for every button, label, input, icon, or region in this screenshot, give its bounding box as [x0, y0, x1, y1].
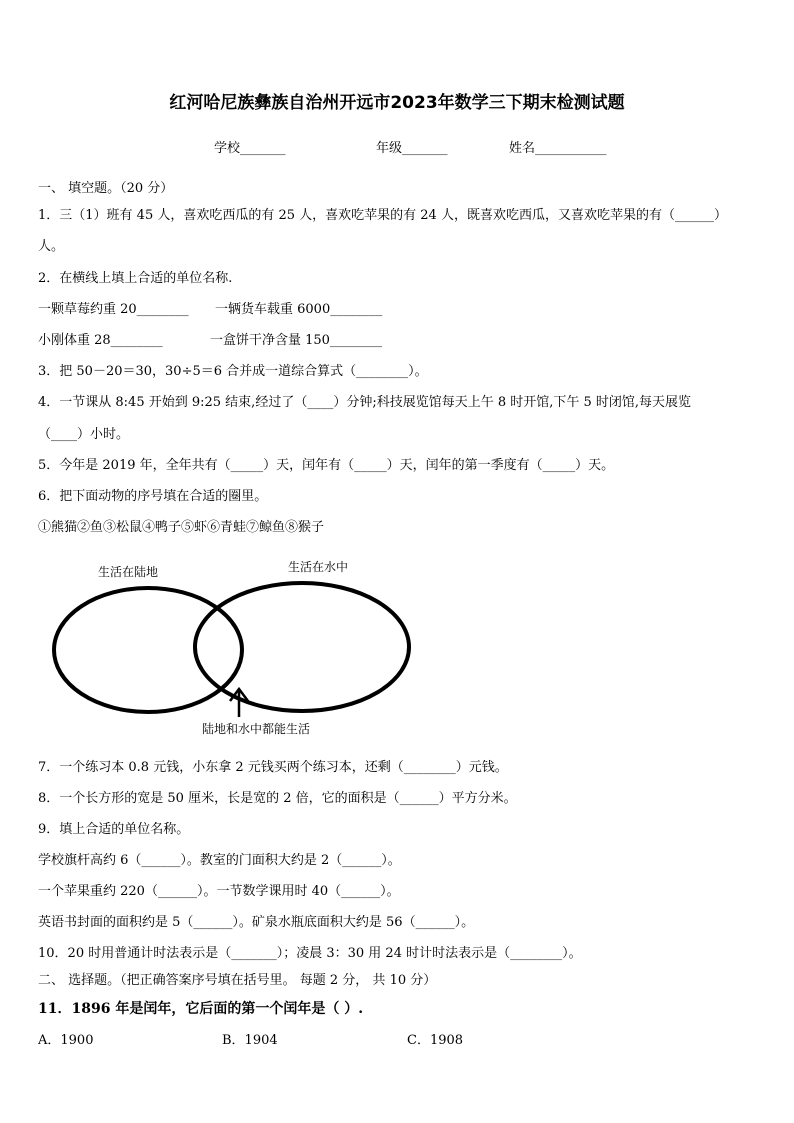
venn-diagram [40, 555, 430, 740]
question-4-line2: （____）小时。 [38, 427, 130, 442]
question-10: 10．20 时用普通计时法表示是（_______）；凌晨 3：30 用 24 时计时法表示是（________）。 [38, 946, 582, 961]
question-2: 2．在横线上填上合适的单位名称. [38, 271, 233, 286]
question-9-item-c: 英语书封面的面积约是 5（______）。矿泉水瓶底面积大约是 56（______）。 [38, 915, 475, 930]
grade-field: 年级_______ [376, 141, 448, 156]
question-2-item-b: 一辆货车载重 6000________ [215, 302, 383, 317]
question-8: 8．一个长方形的宽是 50 厘米，长是宽的 2 倍，它的面积是（______）平方分米。 [38, 791, 517, 806]
question-4-line1: 4．一节课从 8:45 开始到 9:25 结束,经过了（____）分钟;科技展览馆每天上午 8 时开馆,下午 5 时闭馆,每天展览 [38, 395, 692, 410]
question-9-item-b: 一个苹果重约 220（______）。一节数学课用时 40（______）。 [38, 884, 400, 899]
venn-water-label: 生活在水中 [288, 560, 349, 574]
option-a: A．1900 [38, 1033, 94, 1048]
question-9: 9．填上合适的单位名称。 [38, 822, 190, 837]
section1-heading: 一、 填空题。（20 分） [38, 181, 174, 196]
question-11: 11．1896 年是闰年，它后面的第一个闰年是（ ）. [38, 1001, 364, 1017]
question-2-item-a: 一颗草莓约重 20________ [38, 302, 189, 317]
option-b: B．1904 [222, 1033, 278, 1048]
venn-svg [40, 555, 430, 740]
question-3: 3．把 50－20＝30，30÷5＝6 合并成一道综合算式（________）。 [38, 364, 428, 379]
question-6: 6．把下面动物的序号填在合适的圈里。 [38, 489, 268, 504]
water-circle [195, 583, 409, 711]
venn-both-label: 陆地和水中都能生活 [202, 722, 311, 736]
question-5: 5．今年是 2019 年，全年共有（_____）天，闰年有（_____）天，闰年的第一季度有（_____）天。 [38, 458, 615, 473]
venn-land-label: 生活在陆地 [98, 565, 159, 579]
question-7: 7．一个练习本 0.8 元钱，小东拿 2 元钱买两个练习本，还剩（________）元钱。 [38, 760, 508, 775]
question-6-animals: ①熊猫②鱼③松鼠④鸭子⑤虾⑥青蛙⑦鲸鱼⑧猴子 [38, 520, 325, 535]
question-2-item-d: 一盒饼干净含量 150________ [210, 333, 382, 348]
page-title: 红河哈尼族彝族自治州开远市2023年数学三下期末检测试题 [169, 93, 625, 113]
name-field: 姓名___________ [509, 141, 607, 156]
question-2-item-c: 小刚体重 28________ [38, 333, 163, 348]
school-field: 学校_______ [214, 141, 286, 156]
question-9-item-a: 学校旗杆高约 6（______）。教室的门面积大约是 2（______）。 [38, 853, 401, 868]
land-circle [54, 588, 242, 712]
option-c: C．1908 [407, 1033, 464, 1048]
question-1-line1: 1．三（1）班有 45 人，喜欢吃西瓜的有 25 人，喜欢吃苹果的有 24 人，既喜欢吃西瓜，又喜欢吃苹果的有（______） [38, 208, 727, 223]
question-1-line2: 人。 [38, 239, 65, 254]
section2-heading: 二、 选择题。（把正确答案序号填在括号里。 每题 2 分， 共 10 分） [38, 973, 437, 988]
